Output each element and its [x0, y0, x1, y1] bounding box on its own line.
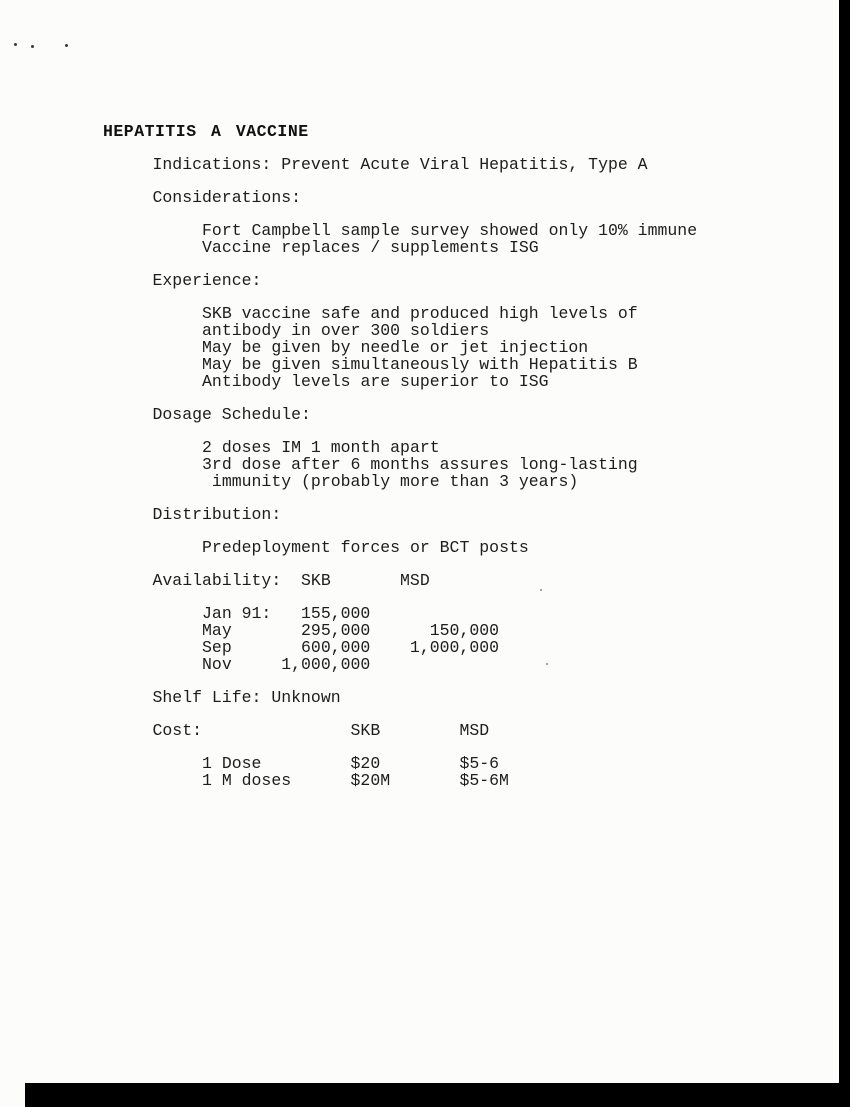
availability-row — [103, 639, 697, 656]
availability-row — [103, 656, 697, 673]
scan-speck — [65, 44, 68, 47]
experience-line: antibody in over 300 soldiers — [202, 321, 490, 340]
experience-section — [103, 272, 697, 390]
availability-period: Jan 91: — [202, 604, 272, 623]
availability-header-row — [103, 572, 697, 589]
cost-skb-value: $20 — [350, 754, 381, 773]
distribution-line: Predeployment forces or BCT posts — [202, 538, 529, 557]
dosage-schedule-heading: Dosage Schedule: — [152, 405, 311, 424]
availability-skb-value: 1,000,000 — [281, 655, 371, 674]
availability-col-skb: SKB — [301, 571, 331, 590]
experience-heading: Experience: — [152, 271, 262, 290]
shelf-life-section — [103, 689, 697, 706]
cost-msd-value: $5-6 — [459, 754, 500, 773]
distribution-section — [103, 506, 697, 556]
availability-section — [103, 572, 697, 673]
availability-msd-value: 150,000 — [429, 621, 500, 640]
dosage-schedule-line: 2 doses IM 1 month apart — [202, 438, 440, 457]
availability-skb-value: 155,000 — [301, 604, 371, 623]
scan-speck — [14, 43, 17, 46]
availability-period: May — [202, 621, 232, 640]
cost-item: 1 Dose — [202, 754, 262, 773]
document-content — [103, 123, 697, 805]
availability-label: Availability: — [152, 571, 282, 590]
cost-row — [103, 755, 697, 772]
cost-section — [103, 722, 697, 789]
dosage-schedule-line: immunity (probably more than 3 years) — [202, 472, 579, 491]
dosage-schedule-section — [103, 406, 697, 490]
availability-msd-value: 1,000,000 — [409, 638, 500, 657]
availability-skb-value: 600,000 — [301, 638, 371, 657]
cost-msd-value: $5-6M — [459, 771, 509, 790]
experience-line: SKB vaccine safe and produced high levels of — [202, 304, 638, 323]
distribution-heading: Distribution: — [152, 505, 282, 524]
cost-skb-value: $20M — [350, 771, 391, 790]
availability-msd-value — [370, 656, 499, 673]
indications-section — [103, 156, 697, 173]
considerations-section — [103, 189, 697, 256]
experience-line: Antibody levels are superior to ISG — [202, 372, 549, 391]
cost-col-msd: MSD — [459, 721, 490, 740]
scan-edge-bottom — [25, 1083, 850, 1107]
cost-header-row — [103, 722, 697, 739]
scan-edge-right — [839, 0, 850, 1107]
considerations-heading: Considerations: — [152, 188, 302, 207]
cost-col-skb: SKB — [350, 721, 381, 740]
availability-msd-value — [370, 605, 499, 622]
availability-period: Nov — [202, 655, 232, 674]
dosage-schedule-line: 3rd dose after 6 months assures long-lasting — [202, 455, 638, 474]
document-title: HEPATITIS A VACCINE — [103, 122, 309, 141]
availability-row — [103, 605, 697, 622]
indications-text: Indications: Prevent Acute Viral Hepatitis, Type A — [152, 155, 648, 174]
availability-row — [103, 622, 697, 639]
considerations-line: Vaccine replaces / supplements ISG — [202, 238, 539, 257]
availability-skb-value: 295,000 — [301, 621, 371, 640]
cost-row — [103, 772, 697, 789]
availability-period: Sep — [202, 638, 232, 657]
shelf-life-text: Shelf Life: Unknown — [152, 688, 341, 707]
cost-label: Cost: — [152, 721, 203, 740]
availability-col-msd: MSD — [400, 571, 430, 590]
scan-speck — [31, 45, 34, 48]
experience-line: May be given simultaneously with Hepatitis B — [202, 355, 638, 374]
considerations-line: Fort Campbell sample survey showed only 10% immune — [202, 221, 698, 240]
cost-item: 1 M doses — [202, 771, 292, 790]
experience-line: May be given by needle or jet injection — [202, 338, 589, 357]
